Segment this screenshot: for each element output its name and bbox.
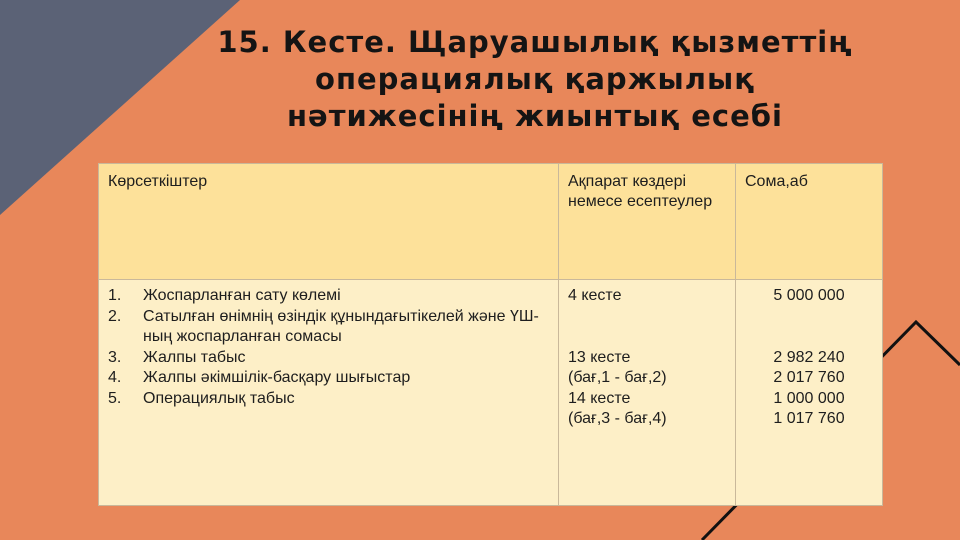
header-indicators: Көрсеткіштер	[99, 164, 559, 280]
header-amount: Сома,аб	[736, 164, 883, 280]
title-line: операциялық қаржылық	[315, 62, 755, 96]
source-value: 13 кесте	[568, 348, 631, 366]
indicators-cell	[99, 280, 559, 506]
table-row	[99, 280, 883, 506]
title-line: нәтижесінің жиынтық есебі	[287, 99, 783, 133]
source-value: (бағ,3 - бағ,4)	[568, 410, 667, 427]
list-item: 4. Жалпы әкімшілік-басқару шығыстар	[108, 369, 411, 386]
sources-cell	[559, 280, 736, 506]
list-item: 2. Сатылған өнімнің өзіндік құнындағытікелей және ҮШ-ның жоспарланған сомасы	[108, 307, 539, 345]
amount-value: 1 000 000	[773, 389, 845, 407]
amounts-cell	[736, 280, 883, 506]
title-line: 15. Кесте. Щаруашылық қызметтің	[217, 25, 853, 59]
amount-value: 2 017 760	[773, 369, 845, 386]
table-header-row	[99, 164, 883, 280]
source-value: (бағ,1 - бағ,2)	[568, 369, 667, 386]
amount-value: 2 982 240	[773, 348, 845, 366]
source-value: 4 кесте	[568, 287, 622, 304]
indicator-list	[108, 286, 549, 409]
list-item: 1. Жоспарланған сату көлемі	[108, 287, 341, 304]
slide-title	[200, 24, 870, 135]
list-item: 3. Жалпы табыс	[108, 348, 246, 366]
source-value: 14 кесте	[568, 389, 631, 407]
list-item: 5. Операциялық табыс	[108, 389, 295, 407]
header-sources: Ақпарат көздері немесе есептеулер	[559, 164, 736, 280]
summary-table	[98, 163, 883, 506]
amount-value: 5 000 000	[773, 287, 845, 304]
amount-value: 1 017 760	[773, 410, 845, 427]
